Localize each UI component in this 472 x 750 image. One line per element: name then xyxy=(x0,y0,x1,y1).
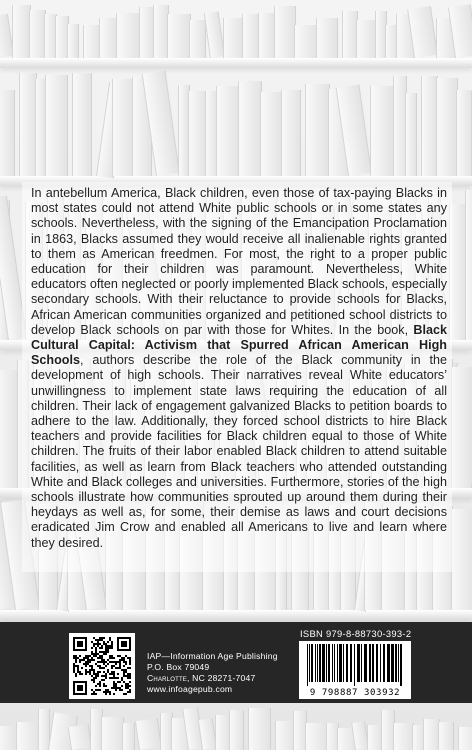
publisher-website: www.infoagepub.com xyxy=(147,684,233,694)
book-spine xyxy=(305,84,330,176)
book-spine xyxy=(370,86,395,176)
barcode-bars-icon xyxy=(305,644,405,686)
book-spine xyxy=(465,190,472,340)
book-spine xyxy=(451,509,472,610)
qr-code-icon xyxy=(69,633,135,699)
book-spine xyxy=(294,25,318,58)
book-spine xyxy=(16,722,40,750)
publisher-po-box: P.O. Box 79049 xyxy=(147,662,210,672)
book-spine xyxy=(458,727,472,750)
book-spine xyxy=(0,90,15,176)
book-spine xyxy=(68,724,92,750)
book-spine xyxy=(305,723,328,750)
book-spine xyxy=(238,81,262,176)
book-spine xyxy=(405,93,417,176)
book-title: Black Cultural Capital: Activism that Spurred African American High Schools xyxy=(31,322,447,368)
publisher-city: Charlotte, NC 28271-7047 xyxy=(147,673,256,683)
book-spine xyxy=(451,367,472,488)
publisher-name: IAP—Information Age Publishing xyxy=(147,651,278,661)
book-spine xyxy=(223,18,244,58)
publisher-info xyxy=(147,651,278,695)
book-spine xyxy=(248,708,271,750)
book-spine xyxy=(135,718,162,750)
book-spine xyxy=(204,11,225,58)
blurb-part-2: , authors describe the role of the Black community in the development of high schools. Their narratives reveal White educators’ unwillingness to implement state laws requiring the education of all children. Their lack of engagement galvanized Blacks to petition boards to adhere to the law. Additionally, they forced school districts to hire Black teachers and provide facilities for Black children equal to those of White children. The fruits of their labor enabled Black children to attend suitable facilities, as well as learn from Black teachers who attended outstanding White and Black colleges and universities. Furthermore, stories of the high schools illustrate how communities sprouted up around them during their heydays as well as, for some, their demise as laws and court decisions eradicated Jim Crow and enabled all Americans to live and learn where they desired. xyxy=(31,353,447,550)
book-spine xyxy=(274,6,296,58)
book-spine xyxy=(122,723,135,750)
blurb-part-1: In antebellum America, Black children, even those of tax-paying Blacks in most states could not attend White public schools or in some states any schools. Nevertheless, with the signing of the Emancipation Proclamation in 1863, Blacks assumed they would receive all inalienable rights granted to them as American freedmen. For most, the right to a proper public education for their children was paramount. Nevertheless, White educators often neglected or poorly implemented Black schools, especially secondary schools. With their reluctance to provide schools for Blacks, African American communities organized and petitioned school districts to develop Black schools on par with those for Whites. In the book, xyxy=(31,186,447,337)
book-spine xyxy=(45,75,68,176)
barcode xyxy=(299,641,411,699)
book-spine xyxy=(456,90,472,176)
book-spine xyxy=(436,78,458,176)
book-spine xyxy=(438,722,454,750)
back-cover-blurb xyxy=(31,186,447,551)
book-spine xyxy=(260,92,283,176)
book-spine xyxy=(72,73,92,176)
book-spine xyxy=(101,717,124,750)
book-spine xyxy=(167,14,191,58)
book-spine xyxy=(116,13,141,58)
book-spine xyxy=(229,710,244,750)
book-spine xyxy=(189,20,206,58)
book-spine xyxy=(356,20,377,58)
book-spine xyxy=(198,718,217,750)
book-spine xyxy=(216,86,240,176)
book-spine xyxy=(67,24,79,58)
book-spine xyxy=(281,90,301,176)
book-spine xyxy=(275,721,295,750)
book-spine xyxy=(393,723,414,750)
book-spine xyxy=(112,79,134,176)
shelf-board xyxy=(0,610,472,620)
shelf-board xyxy=(0,58,472,68)
isbn-label: ISBN 979-8-88730-393-2 xyxy=(300,628,412,639)
barcode-digits: 9 798887 303932 xyxy=(309,688,401,698)
book-spine xyxy=(316,18,338,58)
